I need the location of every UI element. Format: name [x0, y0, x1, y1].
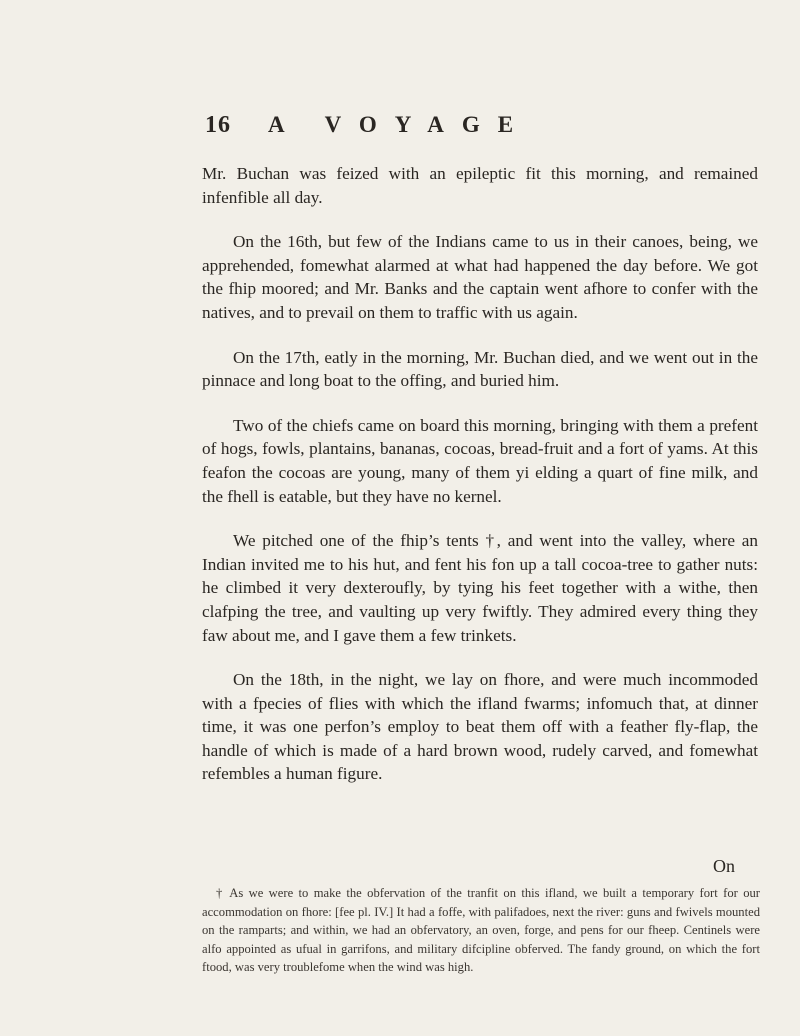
page-header: [0, 112, 800, 146]
running-head: A VOYAGE: [268, 112, 532, 137]
paragraph-2: On the 16th, but few of the Indians came to us in their canoes, being, we apprehended, fomewhat alarmed at what had happened the day before. We got the fhip moored; and Mr. Banks and the captain went afhore to confer with the natives, and to prevail on them to traffic with us again.: [202, 232, 758, 322]
paragraph-4: Two of the chiefs came on board this morning, bringing with them a prefent of hogs, fowls, plantains, bananas, cocoas, bread-fruit and a fort of yams. At this feafon the cocoas are young, many of them yi elding a quart of fine milk, and the fhell is eatable, but they have no kernel.: [202, 415, 758, 506]
catchword: On: [713, 856, 735, 876]
body-text: [202, 162, 758, 807]
paragraph-3: On the 17th, eatly in the morning, Mr. Buchan died, and we went out in the pinnace and long boat to the offing, and buried him.: [202, 347, 758, 391]
paragraph-6: On the 18th, in the night, we lay on fhore, and were much incommoded with a fpecies of flies with which the ifland fwarms; infomuch that, at dinner time, it was one perfon’s employ to beat them off with a feather fly-flap, the handle of which is made of a hard brown wood, rudely carved, and fomewhat refembles a human figure.: [202, 670, 758, 784]
page-number: 16: [205, 112, 231, 138]
paragraph-5: We pitched one of the fhip’s tents †, and went into the valley, where an Indian invited me to his hut, and fent his fon up a tall cocoa-tree to gather nuts: he climbed it very dexteroufly, by tying his feet together with a withe, then clafping the tree, and vaulting up very fwiftly. They admired every thing they faw about me, and I gave them a few trinkets.: [202, 531, 758, 645]
footnote: † As we were to make the obfervation of the tranfit on this ifland, we built a temporary fort for our accommodation on fhore: [fee pl. IV.] It had a foffe, with palifadoes, next the river: guns and fwivels mounted on the ramparts; and within, we had an obfervatory, an oven, forge, and pens for our fheep. Centinels were alfo appointed as ufual in garrifons, and military difcipline obferved. The fandy ground, on which the fort ftood, was very troublefome when the wind was high.: [202, 886, 760, 975]
paragraph-1: Mr. Buchan was feized with an epileptic fit this morning, and remained infenfible all day.: [202, 164, 758, 207]
